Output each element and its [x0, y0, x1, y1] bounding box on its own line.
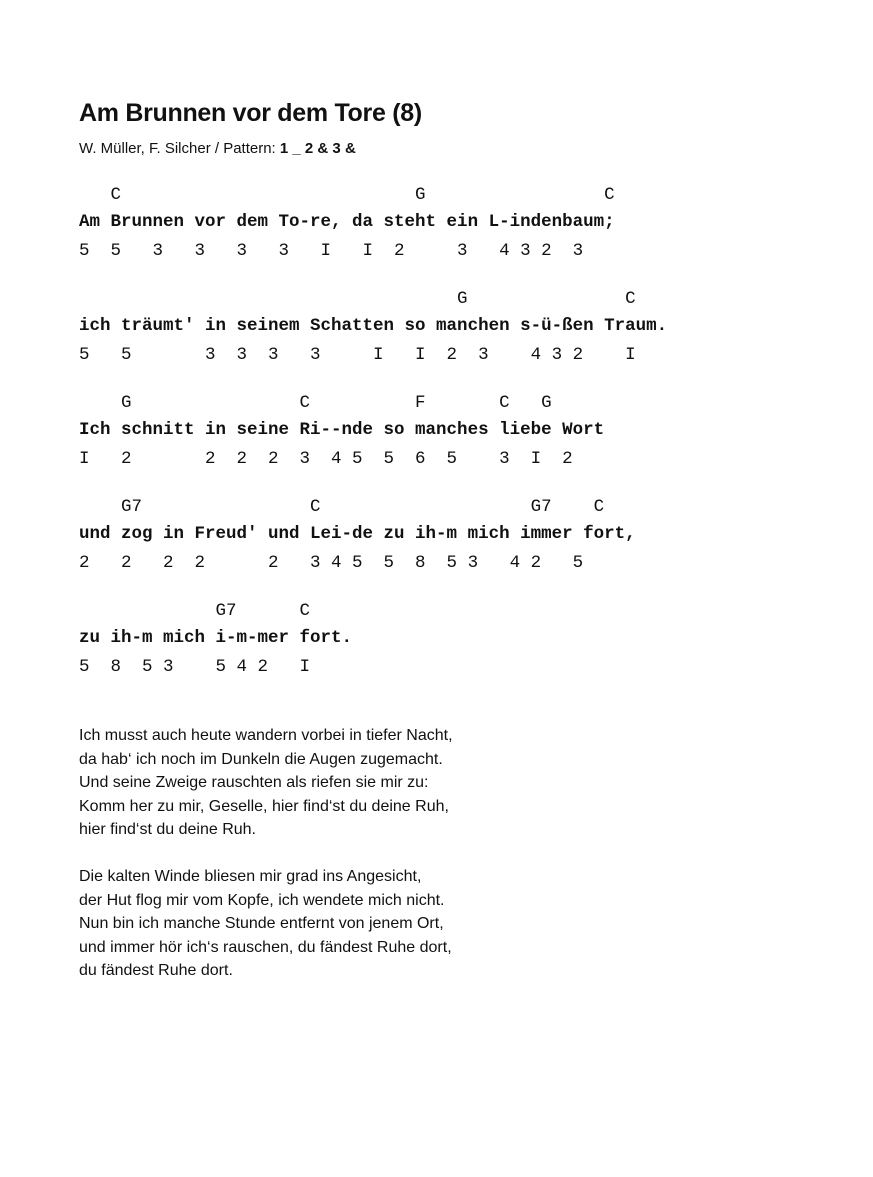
- stanza-line: da hab‘ ich noch im Dunkeln die Augen zugemacht.: [79, 750, 443, 768]
- note-number-row: 5 5 3 3 3 3 I I 2 3 4 3 2 I: [79, 345, 636, 365]
- verse-line-3: [79, 391, 839, 481]
- lyric-row: zu ih-m mich i-m-mer fort.: [79, 628, 353, 648]
- stanza-line: du fändest Ruhe dort.: [79, 962, 233, 979]
- note-number-row: I 2 2 2 2 3 4 5 5 6 5 3 I 2: [79, 449, 573, 469]
- verse-line-4: [79, 495, 839, 585]
- lyric-row: ich träumt' in seinem Schatten so manchen s-ü-ßen Traum.: [79, 316, 668, 336]
- stanza-line: Nun bin ich manche Stunde entfernt von jenem Ort,: [79, 915, 444, 932]
- verse-line-5: [79, 599, 839, 689]
- stanza-line: hier find‘st du deine Ruh.: [79, 821, 256, 838]
- stanza-line: der Hut flog mir vom Kopfe, ich wendete mich nicht.: [79, 891, 445, 909]
- verse-line-2: [79, 287, 839, 377]
- chord-row: G C: [79, 289, 636, 309]
- note-number-row: 5 5 3 3 3 3 I I 2 3 4 3 2 3: [79, 241, 584, 261]
- stanza-line: Komm her zu mir, Geselle, hier find‘st du deine Ruh,: [79, 797, 449, 815]
- song-credits: [79, 140, 356, 157]
- song-title: Am Brunnen vor dem Tore (8): [79, 99, 422, 127]
- verse-line-1: [79, 183, 839, 273]
- lyric-row: und zog in Freud' und Lei-de zu ih-m mich immer fort,: [79, 524, 636, 544]
- lyric-row: Ich schnitt in seine Ri--nde so manches liebe Wort: [79, 420, 605, 440]
- stanza-2: [79, 724, 453, 842]
- chord-row: C G C: [79, 185, 615, 205]
- chord-row: G7 C: [79, 601, 311, 621]
- note-number-row: 2 2 2 2 2 3 4 5 5 8 5 3 4 2 5: [79, 553, 584, 573]
- chord-row: G C F C G: [79, 393, 552, 413]
- note-number-row: 5 8 5 3 5 4 2 I: [79, 657, 311, 677]
- rhythm-pattern: 1 _ 2 & 3 &: [279, 140, 356, 157]
- stanza-line: und immer hör ich‘s rauschen, du fändest Ruhe dort,: [79, 938, 452, 956]
- additional-stanzas: [79, 724, 453, 1006]
- stanza-line: Die kalten Winde bliesen mir grad ins Angesicht,: [79, 868, 422, 885]
- stanza-line: Und seine Zweige rauschten als riefen sie mir zu:: [79, 774, 429, 791]
- stanza-line: Ich musst auch heute wandern vorbei in tiefer Nacht,: [79, 727, 453, 744]
- stanza-3: [79, 865, 453, 983]
- lyric-row: Am Brunnen vor dem To-re, da steht ein L-indenbaum;: [79, 212, 615, 232]
- chord-row: G7 C G7 C: [79, 497, 605, 517]
- credits-text: W. Müller, F. Silcher / Pattern:: [79, 140, 280, 157]
